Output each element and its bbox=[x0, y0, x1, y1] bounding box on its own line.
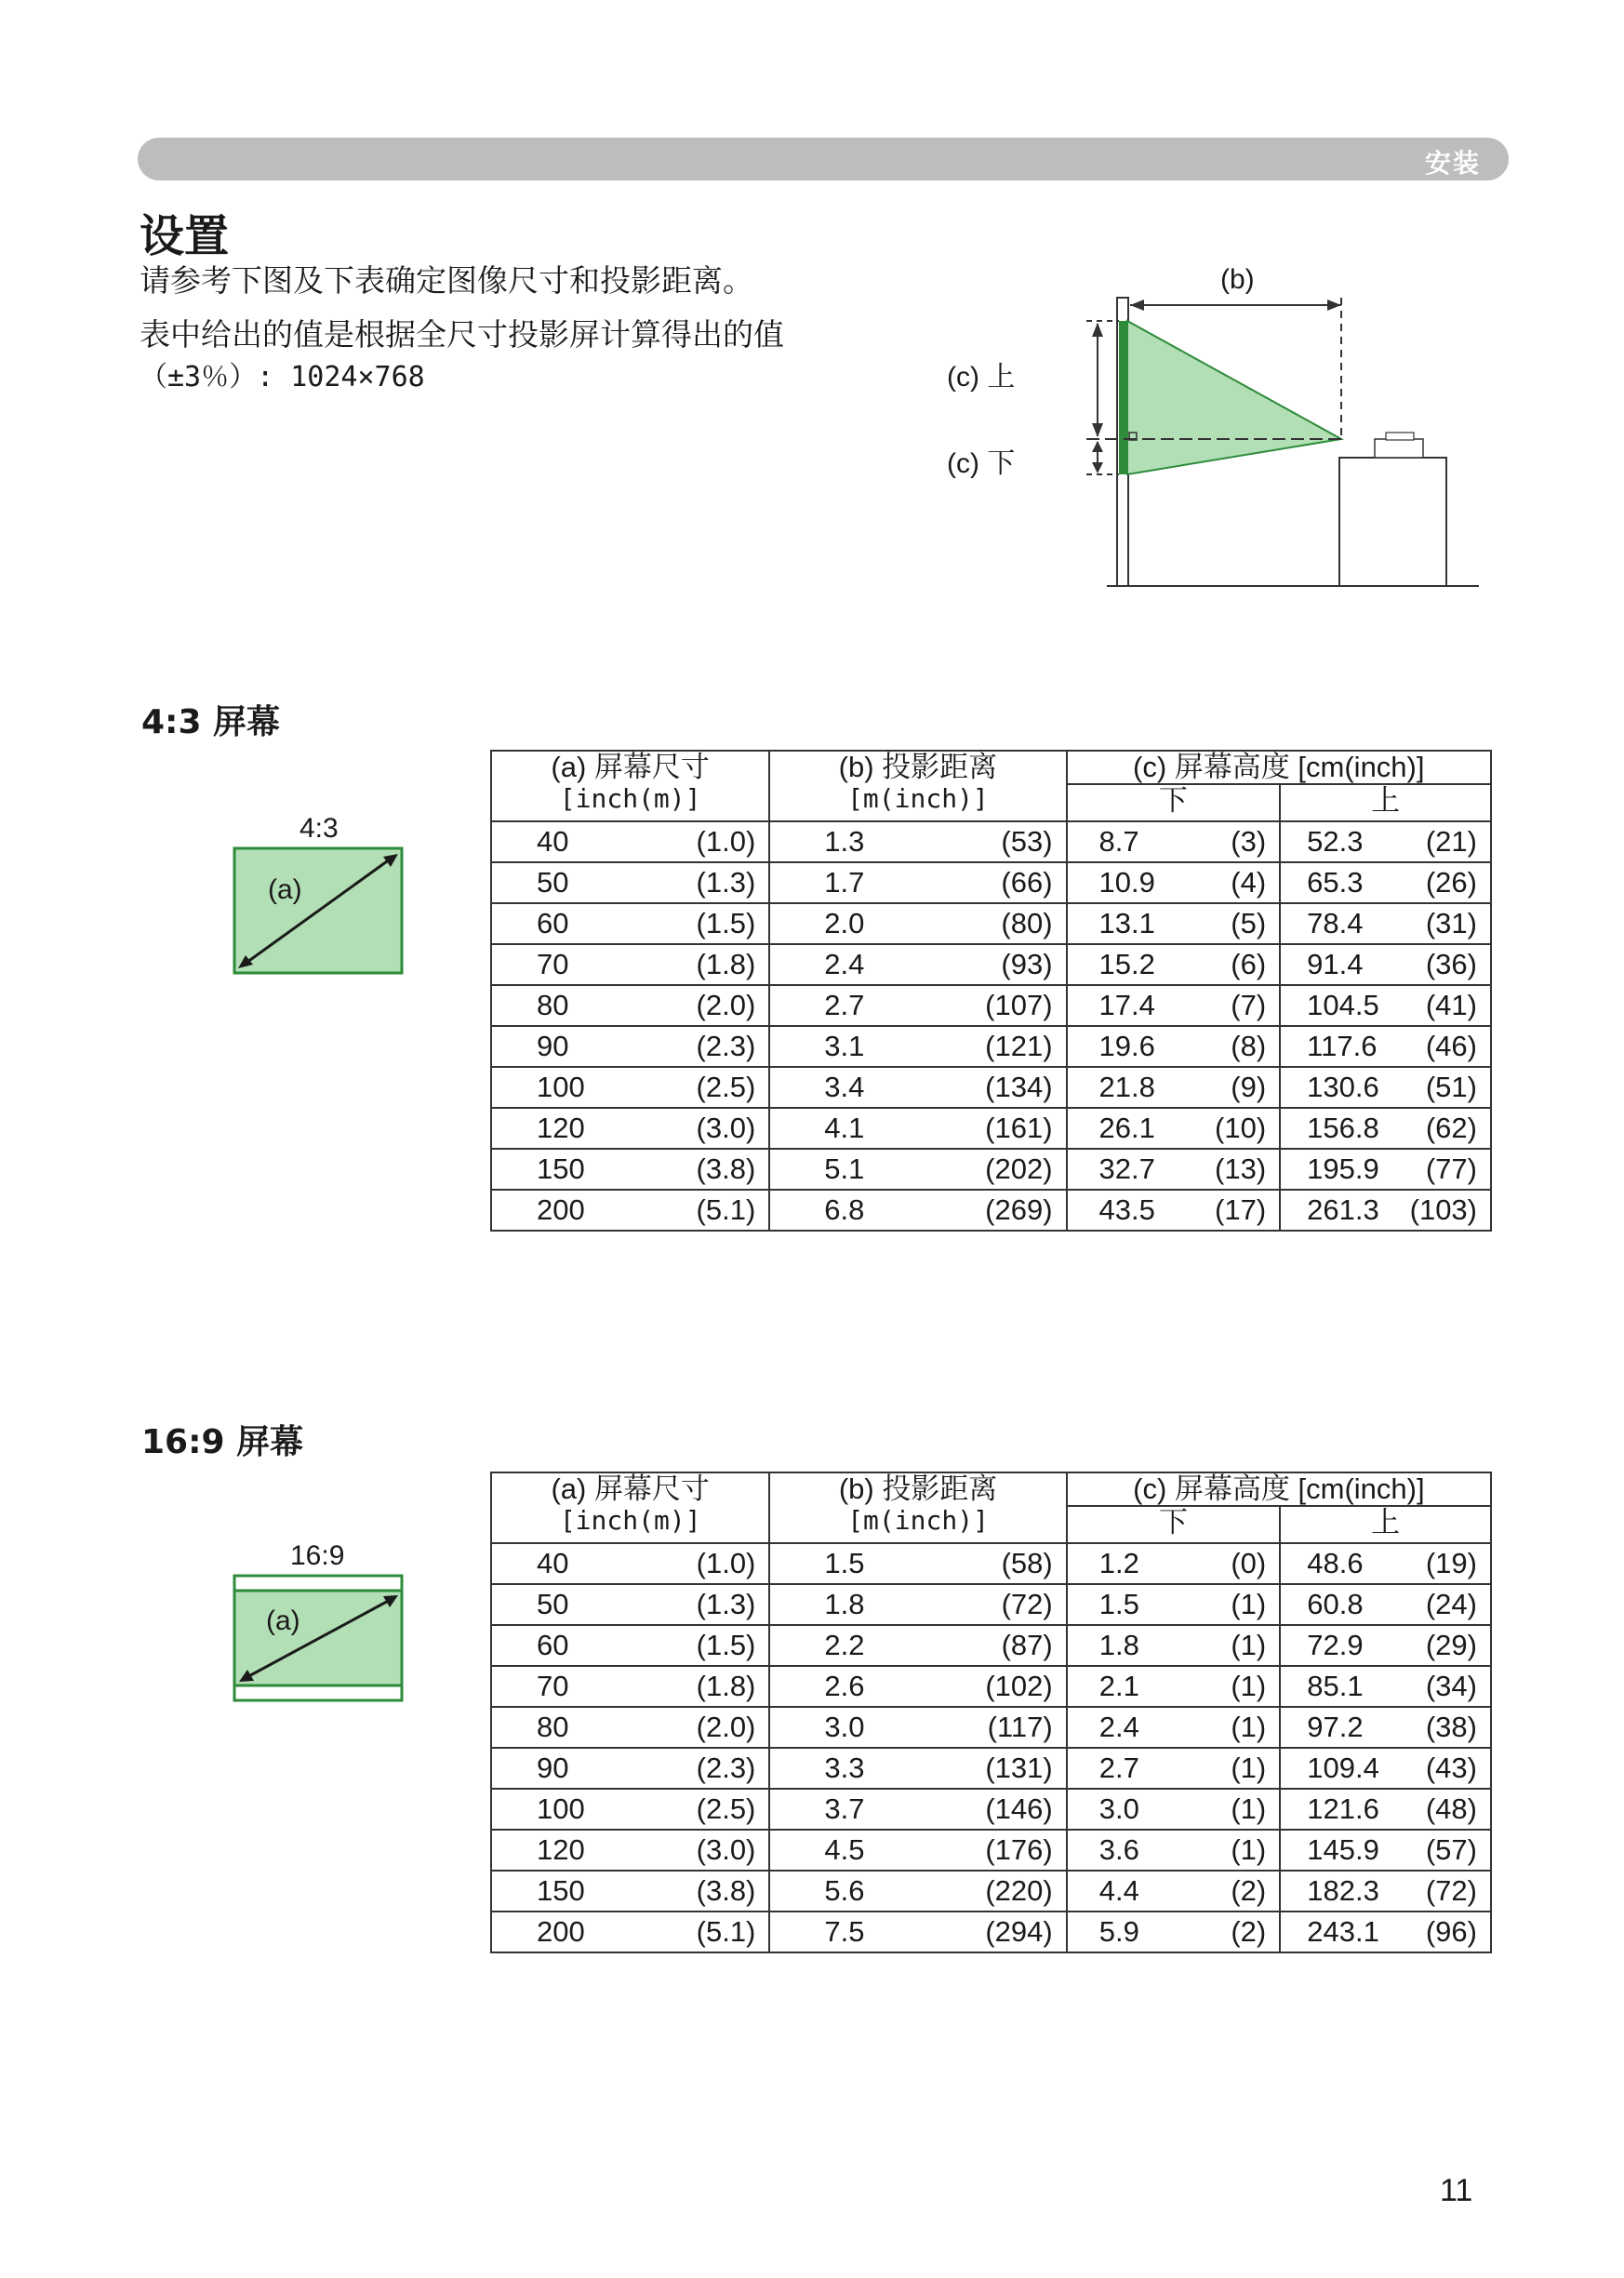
table-cell: 40 (1.0) bbox=[491, 1543, 769, 1584]
table-cell: 2.1 (1) bbox=[1067, 1666, 1281, 1707]
intro-line-1: 请参考下图及下表确定图像尺寸和投影距离。 bbox=[140, 262, 753, 299]
table-cell: 21.8 (9) bbox=[1067, 1067, 1281, 1108]
table-row bbox=[491, 944, 1491, 985]
table-cell: 8.7 (3) bbox=[1067, 821, 1281, 862]
header-up: 上 bbox=[1280, 784, 1491, 821]
table-cell: 90 (2.3) bbox=[491, 1026, 769, 1067]
table-cell: 200 (5.1) bbox=[491, 1190, 769, 1231]
aspect-figure-4-3 bbox=[223, 809, 419, 995]
table-cell: 15.2 (6) bbox=[1067, 944, 1281, 985]
section-title-4-3: 4:3 屏幕 bbox=[141, 703, 281, 741]
header-screen-size: (a) 屏幕尺寸 [inch(m)] bbox=[491, 751, 769, 821]
table-cell: 70 (1.8) bbox=[491, 944, 769, 985]
table-cell: 1.5 (1) bbox=[1067, 1584, 1281, 1625]
label-c-up: (c) 上 bbox=[947, 362, 1016, 393]
table-cell: 5.6 (220) bbox=[769, 1871, 1066, 1912]
table-cell: 80 (2.0) bbox=[491, 1707, 769, 1748]
table-cell: 120 (3.0) bbox=[491, 1830, 769, 1871]
table-row bbox=[491, 1707, 1491, 1748]
intro-line-2: 表中给出的值是根据全尺寸投影屏计算得出的值 bbox=[140, 316, 784, 353]
table-row bbox=[491, 1026, 1491, 1067]
table-cell: 2.4 (93) bbox=[769, 944, 1066, 985]
header-projection-distance: (b) 投影距离 [m(inch)] bbox=[769, 1472, 1066, 1543]
section-header-bar bbox=[138, 138, 1509, 180]
table-cell: 117.6 (46) bbox=[1280, 1026, 1491, 1067]
diagonal-label-4-3: (a) bbox=[268, 874, 302, 905]
table-row bbox=[491, 1190, 1491, 1231]
header-screen-height: (c) 屏幕高度 [cm(inch)] bbox=[1067, 751, 1491, 784]
table-cell: 32.7 (13) bbox=[1067, 1149, 1281, 1190]
table-row bbox=[491, 1067, 1491, 1108]
table-cell: 5.9 (2) bbox=[1067, 1912, 1281, 1952]
spec-table-16-9 bbox=[490, 1472, 1492, 1953]
table-cell: 4.5 (176) bbox=[769, 1830, 1066, 1871]
table-row bbox=[491, 985, 1491, 1026]
table-cell: 3.4 (134) bbox=[769, 1067, 1066, 1108]
label-c-down: (c) 下 bbox=[947, 448, 1016, 479]
table-cell: 60 (1.5) bbox=[491, 1625, 769, 1666]
table-row bbox=[491, 1625, 1491, 1666]
table-cell: 3.7 (146) bbox=[769, 1789, 1066, 1830]
table-row bbox=[491, 862, 1491, 903]
table-cell: 121.6 (48) bbox=[1280, 1789, 1491, 1830]
table-cell: 72.9 (29) bbox=[1280, 1625, 1491, 1666]
table-cell: 90 (2.3) bbox=[491, 1748, 769, 1789]
table-cell: 2.7 (1) bbox=[1067, 1748, 1281, 1789]
table-cell: 52.3 (21) bbox=[1280, 821, 1491, 862]
table-row bbox=[491, 1149, 1491, 1190]
table-cell: 4.1 (161) bbox=[769, 1108, 1066, 1149]
table-row bbox=[491, 1666, 1491, 1707]
aspect-figure-16-9 bbox=[223, 1537, 419, 1723]
table-cell: 70 (1.8) bbox=[491, 1666, 769, 1707]
table-row bbox=[491, 903, 1491, 944]
table-cell: 19.6 (8) bbox=[1067, 1026, 1281, 1067]
table-cell: 17.4 (7) bbox=[1067, 985, 1281, 1026]
table-cell: 145.9 (57) bbox=[1280, 1830, 1491, 1871]
table-cell: 109.4 (43) bbox=[1280, 1748, 1491, 1789]
table-row bbox=[491, 1543, 1491, 1584]
table-cell: 50 (1.3) bbox=[491, 862, 769, 903]
table-cell: 200 (5.1) bbox=[491, 1912, 769, 1952]
aspect-label-4-3: 4:3 bbox=[300, 813, 339, 844]
table-cell: 195.9 (77) bbox=[1280, 1149, 1491, 1190]
spec-table-4-3 bbox=[490, 750, 1492, 1232]
table-cell: 2.0 (80) bbox=[769, 903, 1066, 944]
header-down: 下 bbox=[1067, 1506, 1281, 1543]
header-down: 下 bbox=[1067, 784, 1281, 821]
table-row bbox=[491, 1584, 1491, 1625]
table-cell: 60.8 (24) bbox=[1280, 1584, 1491, 1625]
table-cell: 1.8 (72) bbox=[769, 1584, 1066, 1625]
table-cell: 1.8 (1) bbox=[1067, 1625, 1281, 1666]
projector bbox=[1375, 439, 1423, 458]
table-cell: 6.8 (269) bbox=[769, 1190, 1066, 1231]
table-cell: 26.1 (10) bbox=[1067, 1108, 1281, 1149]
table-cell: 80 (2.0) bbox=[491, 985, 769, 1026]
table-cell: 2.6 (102) bbox=[769, 1666, 1066, 1707]
header-screen-size: (a) 屏幕尺寸 [inch(m)] bbox=[491, 1472, 769, 1543]
table-cell: 130.6 (51) bbox=[1280, 1067, 1491, 1108]
table-cell: 65.3 (26) bbox=[1280, 862, 1491, 903]
table-cell: 60 (1.5) bbox=[491, 903, 769, 944]
page-number: 11 bbox=[1440, 2173, 1473, 2208]
table-cell: 1.5 (58) bbox=[769, 1543, 1066, 1584]
table-cell: 150 (3.8) bbox=[491, 1871, 769, 1912]
table-cell: 50 (1.3) bbox=[491, 1584, 769, 1625]
table-row bbox=[491, 1108, 1491, 1149]
table-cell: 1.2 (0) bbox=[1067, 1543, 1281, 1584]
table-row bbox=[491, 1748, 1491, 1789]
table-cell: 2.7 (107) bbox=[769, 985, 1066, 1026]
table-row bbox=[491, 1912, 1491, 1952]
intro-line-3: （±3％）: 1024×768 bbox=[140, 361, 425, 393]
projection-beam bbox=[1127, 321, 1341, 474]
table-cell: 120 (3.0) bbox=[491, 1108, 769, 1149]
table-cell: 85.1 (34) bbox=[1280, 1666, 1491, 1707]
table-cell: 261.3 (103) bbox=[1280, 1190, 1491, 1231]
header-projection-distance: (b) 投影距离 [m(inch)] bbox=[769, 751, 1066, 821]
table-row bbox=[491, 1830, 1491, 1871]
table-cell: 243.1 (96) bbox=[1280, 1912, 1491, 1952]
table-cell: 100 (2.5) bbox=[491, 1067, 769, 1108]
table-cell: 78.4 (31) bbox=[1280, 903, 1491, 944]
table-cell: 40 (1.0) bbox=[491, 821, 769, 862]
table-cell: 13.1 (5) bbox=[1067, 903, 1281, 944]
table-cell: 150 (3.8) bbox=[491, 1149, 769, 1190]
table-cell: 5.1 (202) bbox=[769, 1149, 1066, 1190]
label-b: (b) bbox=[1220, 264, 1255, 295]
arrowhead-left bbox=[1130, 300, 1144, 311]
projector-table bbox=[1339, 458, 1446, 586]
table-cell: 48.6 (19) bbox=[1280, 1543, 1491, 1584]
table-cell: 3.3 (131) bbox=[769, 1748, 1066, 1789]
table-cell: 104.5 (41) bbox=[1280, 985, 1491, 1026]
section-header-label: 安装 bbox=[1424, 148, 1481, 179]
table-cell: 3.0 (117) bbox=[769, 1707, 1066, 1748]
table-cell: 3.6 (1) bbox=[1067, 1830, 1281, 1871]
screen-surface bbox=[1119, 321, 1127, 474]
table-cell: 182.3 (72) bbox=[1280, 1871, 1491, 1912]
table-row bbox=[491, 821, 1491, 862]
table-cell: 1.7 (66) bbox=[769, 862, 1066, 903]
table-cell: 3.0 (1) bbox=[1067, 1789, 1281, 1830]
header-screen-height: (c) 屏幕高度 [cm(inch)] bbox=[1067, 1472, 1491, 1506]
table-cell: 1.3 (53) bbox=[769, 821, 1066, 862]
header-up: 上 bbox=[1280, 1506, 1491, 1543]
diagonal-label-16-9: (a) bbox=[266, 1605, 300, 1636]
arrowhead-right bbox=[1327, 300, 1341, 311]
section-title-16-9: 16:9 屏幕 bbox=[141, 1423, 304, 1461]
table-row bbox=[491, 1871, 1491, 1912]
table-cell: 2.2 (87) bbox=[769, 1625, 1066, 1666]
table-cell: 100 (2.5) bbox=[491, 1789, 769, 1830]
table-cell: 4.4 (2) bbox=[1067, 1871, 1281, 1912]
page-title: 设置 bbox=[140, 210, 230, 262]
table-cell: 10.9 (4) bbox=[1067, 862, 1281, 903]
aspect-label-16-9: 16:9 bbox=[290, 1540, 345, 1571]
table-cell: 156.8 (62) bbox=[1280, 1108, 1491, 1149]
table-cell: 2.4 (1) bbox=[1067, 1707, 1281, 1748]
table-cell: 43.5 (17) bbox=[1067, 1190, 1281, 1231]
table-row bbox=[491, 1789, 1491, 1830]
table-cell: 7.5 (294) bbox=[769, 1912, 1066, 1952]
table-cell: 91.4 (36) bbox=[1280, 944, 1491, 985]
table-cell: 3.1 (121) bbox=[769, 1026, 1066, 1067]
projection-diagram bbox=[921, 242, 1498, 595]
table-cell: 97.2 (38) bbox=[1280, 1707, 1491, 1748]
